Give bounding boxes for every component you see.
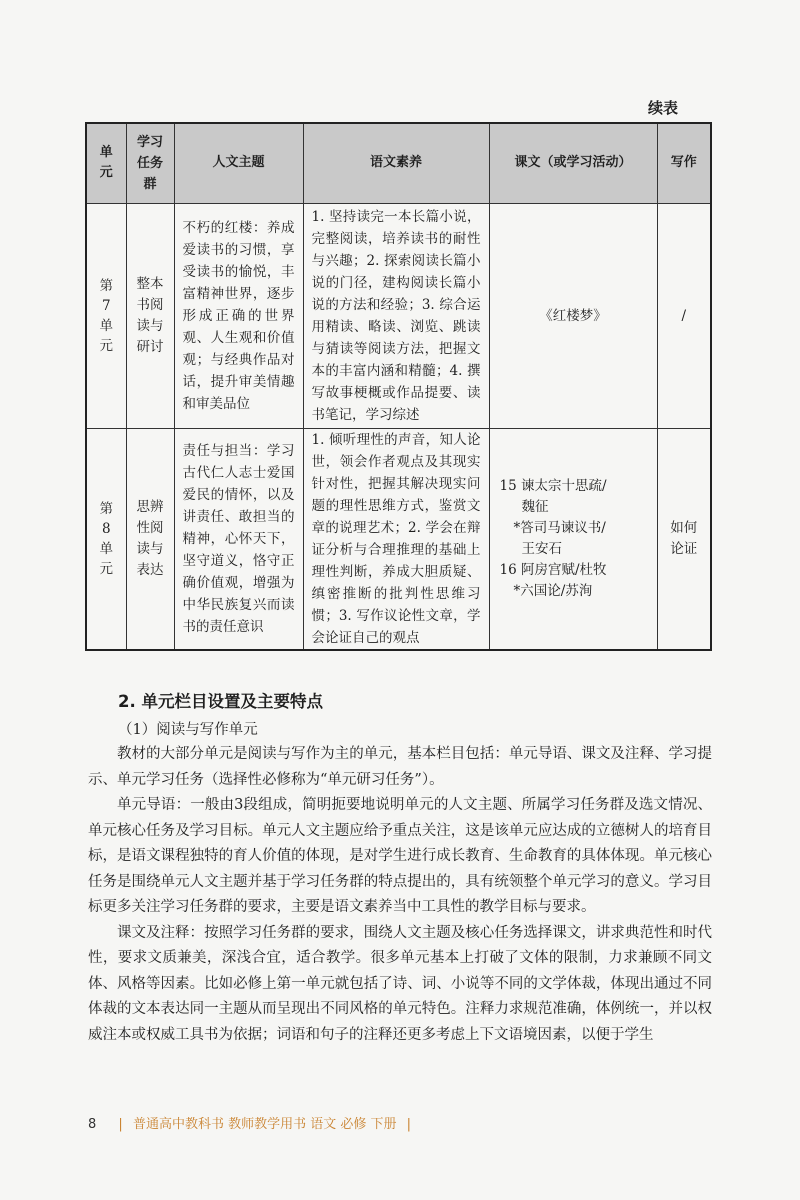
body-text <box>88 742 712 1048</box>
page-footer <box>88 1113 417 1132</box>
table-row <box>86 203 711 428</box>
task-group-cell: 思辨性阅读与表达 <box>126 428 174 650</box>
literacy-cell: 1. 坚持读完一本长篇小说，完整阅读，培养读书的耐性与兴趣；2. 探索阅读长篇小说的门径，建构阅读长篇小说的方法和经验；3. 综合运用精读、略读、浏览、跳读与猜读等阅读方法，把握文本的丰富内涵和精髓；4. 撰写故事梗概或作品提要、读书笔记，学习综述 <box>303 203 489 428</box>
unit-schedule-table <box>85 122 712 651</box>
header-writing: 写作 <box>657 123 711 203</box>
theme-cell: 责任与担当：学习古代仁人志士爱国爱民的情怀，以及讲责任、敢担当的精神，心怀天下，坚守道义，恪守正确价值观，增强为中华民族复兴而读书的责任意识 <box>174 428 303 650</box>
paragraph: 课文及注释：按照学习任务群的要求，围绕人文主题及核心任务选择课文，讲求典范性和时代性，要求文质兼美，深浅合宜，适合教学。很多单元基本上打破了文体的限制，力求兼顾不同文体、风格等因素。比如必修上第一单元就包括了诗、词、小说等不同的文学体裁，体现出通过不同体裁的文本表达同一主题从而呈现出不同风格的单元特色。注释力求规范准确，体例统一，并以权威注本或权威工具书为依据；词语和句子的注释还更多考虑上下文语境因素，以便于学生 <box>88 924 712 1043</box>
header-unit: 单元 <box>86 123 126 203</box>
theme-cell: 不朽的红楼：养成爱读书的习惯，享受读书的愉悦，丰富精神世界，逐步形成正确的世界观、人生观和价值观；与经典作品对话，提升审美情趣和审美品位 <box>174 203 303 428</box>
lesson-item: *答司马谏议书/ <box>513 519 606 536</box>
footer-separator: | <box>406 1117 412 1132</box>
literacy-cell: 1. 倾听理性的声音，知人论世，领会作者观点及其现实针对性，把握其解决现实问题的理性思维方式，鉴赏文章的说理艺术；2. 学会在辩证分析与合理推理的基础上理性判断，养成大胆质疑、缜密推断的批判性思维习惯；3. 写作议论性文章，学会论证自己的观点 <box>303 428 489 650</box>
header-task-group: 学习任务群 <box>126 123 174 203</box>
lesson-author: 魏征 <box>521 498 549 515</box>
paragraph: 单元导语：一般由3段组成，简明扼要地说明单元的人文主题、所属学习任务群及选文情况、单元核心任务及学习目标。单元人文主题应给予重点关注，这是该单元应达成的立德树人的培育目标，是语文课程独特的育人价值的体现，是对学生进行成长教育、生命教育的具体体现。单元核心任务是围绕单元人文主题并基于学习任务群的特点提出的，具有统领整个单元学习的意义。学习目标更多关注学习任务群的要求，主要是语文素养当中工具性的教学目标与要求。 <box>88 797 712 915</box>
page-number: 8 <box>88 1117 97 1132</box>
unit-cell: 第7单元 <box>86 203 126 428</box>
footer-separator: | <box>118 1117 123 1132</box>
header-theme: 人文主题 <box>174 123 303 203</box>
sub-heading: （1）阅读与写作单元 <box>118 722 258 738</box>
lesson-item: *六国论/苏洵 <box>513 582 593 599</box>
texts-cell <box>489 203 657 428</box>
writing-cell: / <box>657 203 711 428</box>
writing-cell: 如何论证 <box>657 428 711 650</box>
lesson-item: 《红楼梦》 <box>539 307 607 324</box>
table-header-row <box>86 123 711 203</box>
header-literacy: 语文素养 <box>303 123 489 203</box>
lesson-item: 16 阿房宫赋/杜牧 <box>499 561 607 578</box>
continued-label: 续表 <box>648 99 679 117</box>
task-group-cell: 整本书阅读与研讨 <box>126 203 174 428</box>
texts-cell <box>489 428 657 650</box>
paragraph: 教材的大部分单元是阅读与写作为主的单元，基本栏目包括：单元导语、课文及注释、学习提示、单元学习任务（选择性必修称为“单元研习任务”）。 <box>88 746 712 788</box>
book-title: 普通高中教科书 教师教学用书 语文 必修 下册 <box>132 1117 397 1132</box>
section-heading: 2. 单元栏目设置及主要特点 <box>118 692 323 711</box>
lesson-item: 15 谏太宗十思疏/ <box>499 477 607 494</box>
unit-cell: 第8单元 <box>86 428 126 650</box>
table-row <box>86 428 711 650</box>
lesson-author: 王安石 <box>521 540 562 557</box>
header-texts: 课文（或学习活动） <box>489 123 657 203</box>
